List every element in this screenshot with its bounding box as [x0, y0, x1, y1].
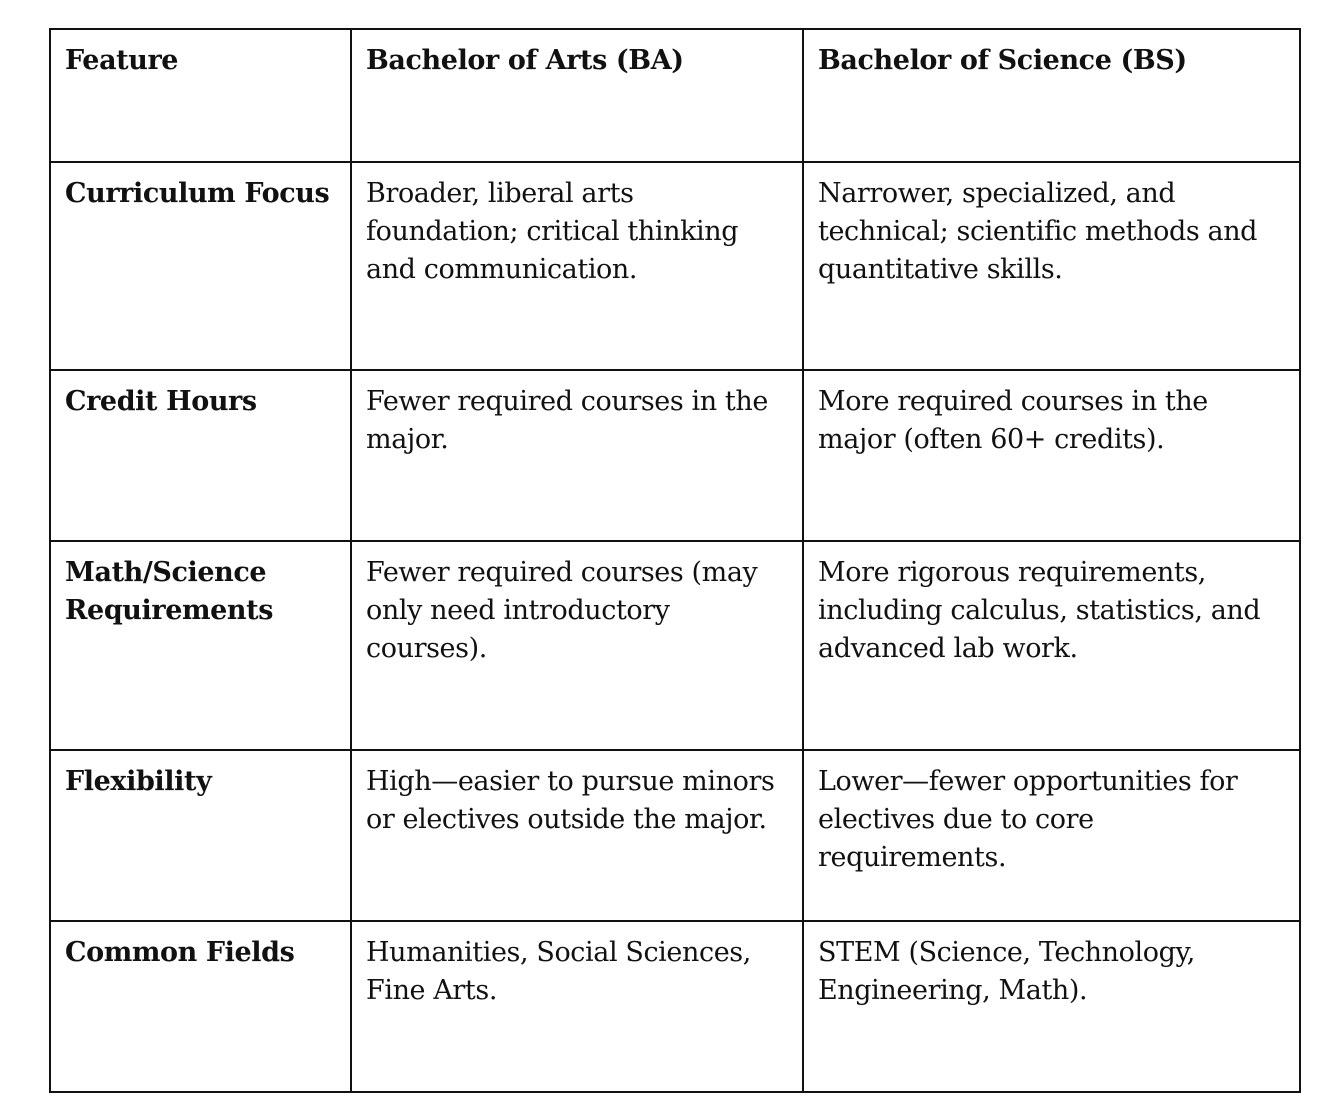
row-bs-cell: More rigorous requirements, including calculus, statistics, and advanced lab work.: [803, 541, 1300, 750]
row-bs-cell: STEM (Science, Technology, Engineering, Math).: [803, 921, 1300, 1092]
table-row: [50, 541, 1300, 750]
row-feature-cell: Math/Science Requirements: [50, 541, 351, 750]
row-bs-cell: Narrower, specialized, and technical; scientific methods and quantitative skills.: [803, 162, 1300, 370]
table-header-row: [50, 29, 1300, 162]
row-ba-cell: Humanities, Social Sciences, Fine Arts.: [351, 921, 803, 1092]
row-ba-cell: Broader, liberal arts foundation; critical thinking and communication.: [351, 162, 803, 370]
row-feature-cell: Flexibility: [50, 750, 351, 921]
row-ba-cell: Fewer required courses in the major.: [351, 370, 803, 541]
row-bs-cell: Lower—fewer opportunities for electives due to core requirements.: [803, 750, 1300, 921]
ba-bs-comparison-table: [49, 28, 1301, 1093]
header-feature: Feature: [50, 29, 351, 162]
table-row: [50, 162, 1300, 370]
row-feature-cell: Credit Hours: [50, 370, 351, 541]
table-row: [50, 750, 1300, 921]
comparison-table-container: [49, 28, 1299, 1093]
table-row: [50, 370, 1300, 541]
header-ba: Bachelor of Arts (BA): [351, 29, 803, 162]
header-bs: Bachelor of Science (BS): [803, 29, 1300, 162]
row-bs-cell: More required courses in the major (often 60+ credits).: [803, 370, 1300, 541]
table-row: [50, 921, 1300, 1092]
row-feature-cell: Common Fields: [50, 921, 351, 1092]
row-ba-cell: Fewer required courses (may only need introductory courses).: [351, 541, 803, 750]
row-feature-cell: Curriculum Focus: [50, 162, 351, 370]
row-ba-cell: High—easier to pursue minors or electives outside the major.: [351, 750, 803, 921]
